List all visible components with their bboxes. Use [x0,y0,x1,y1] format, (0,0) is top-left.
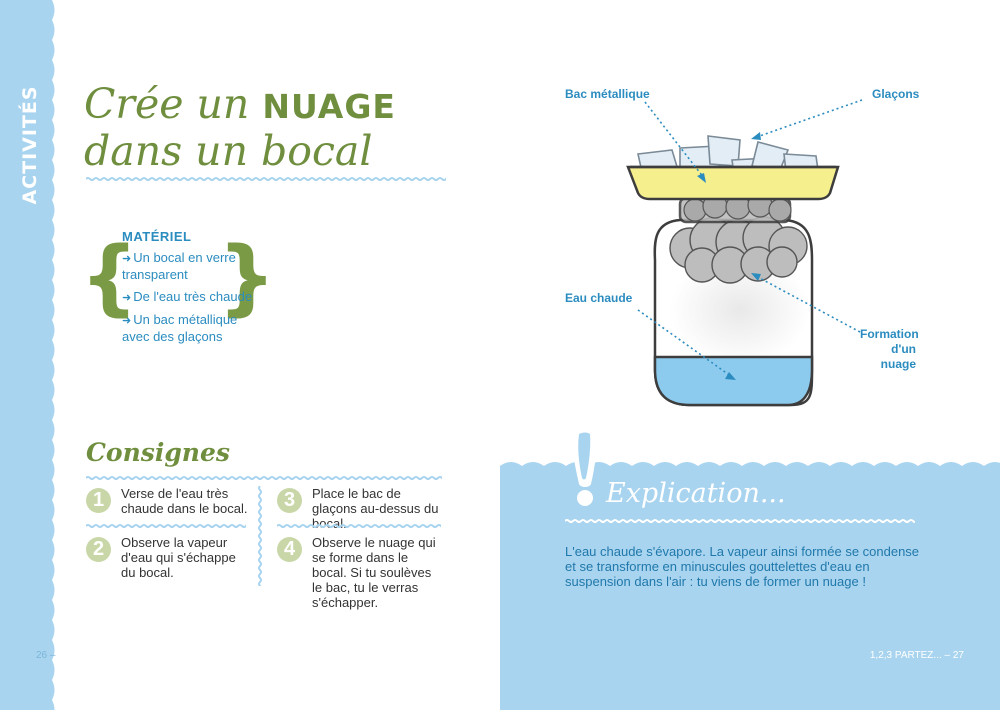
exclamation-icon [565,428,605,508]
side-band [0,0,60,710]
materiel-heading: MATÉRIEL [122,229,192,244]
consignes-divider [86,473,442,483]
materiel-item: ➜ Un bac métallique avec des glaçons [122,312,262,345]
title-divider [86,174,446,184]
metal-tray [628,167,838,199]
title-prefix: Crée un [84,80,250,128]
step-2 [86,537,256,587]
hot-water [655,357,812,405]
materiel-list [122,250,262,351]
materiel-item: ➜ De l'eau très chaude [122,289,262,306]
consignes-title: Consignes [86,438,230,467]
step-4 [277,535,447,610]
page-number-right: 1,2,3 PARTEZ... – 27 [869,650,964,661]
label-formation [860,327,919,372]
page-title [84,82,396,173]
step-text: Verse de l'eau très chaude dans le bocal. [121,486,248,516]
title-line2: dans un bocal [84,127,373,175]
brace-right-icon: } [217,230,276,325]
label-bac: Bac métallique [565,87,650,101]
label-eau: Eau chaude [565,291,633,305]
materiel-item: ➜ Un bocal en verre transparent [122,250,262,283]
step-text: Observe la vapeur d'eau qui s'échappe du bocal. [121,535,236,580]
explication-divider [565,516,915,526]
step-text: Place le bac de glaçons au-dessus du bocal. [312,486,439,531]
title-emphasis: NUAGE [262,87,396,126]
step-divider [277,521,441,531]
brace-left-icon: { [80,230,139,325]
jar-drawing [540,70,960,430]
step-number: 3 [277,488,302,513]
page-number-left: 26 – [36,650,56,661]
step-number: 2 [86,537,111,562]
label-formation-line1: Formation [860,327,919,341]
step-divider [86,521,246,531]
step-text: Observe le nuage qui se forme dans le bocal. Si tu soulèves le bac, tu le verras s'échapper. [312,535,436,610]
step-number: 1 [86,488,111,513]
column-divider [255,486,265,586]
section-tab: ACTIVITÉS [19,85,41,205]
step-number: 4 [277,537,302,562]
label-formation-line2: d'un nuage [880,342,916,371]
materiel-box [80,228,276,344]
explication-text: L'eau chaude s'évapore. La vapeur ainsi formée se condense et se transforme en minuscules gouttelettes d'eau en suspension dans l'air : tu viens de former un nuage ! [565,544,920,589]
explication-title: Explication... [606,478,786,509]
jar-illustration [540,70,960,430]
label-glacons: Glaçons [872,87,920,101]
